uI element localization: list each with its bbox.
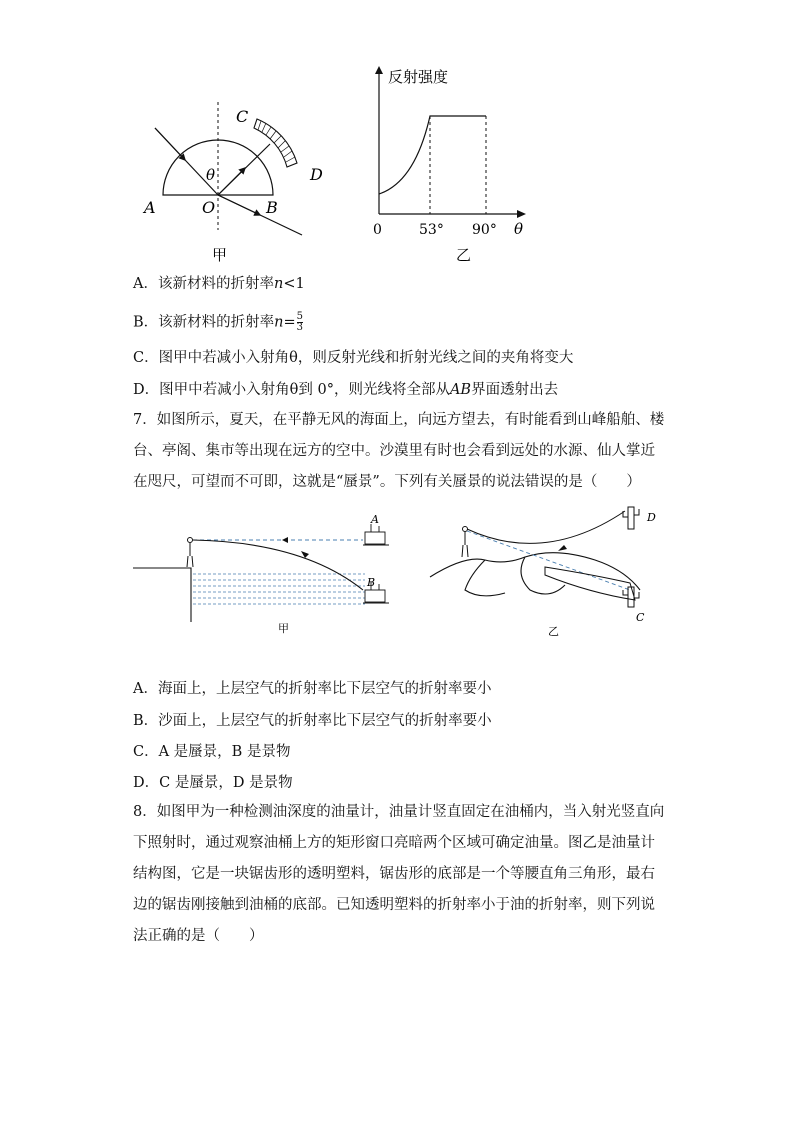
caption-jia: 甲 — [212, 246, 228, 264]
option-a-text: A．该新材料的折射率 — [133, 276, 274, 292]
ship-image-a — [363, 524, 389, 545]
tick-53: 53° — [419, 222, 444, 238]
label-A: A — [144, 198, 156, 217]
label-c: C — [636, 611, 645, 624]
figure-sea-mirage — [133, 510, 398, 640]
caption-q7-yi: 乙 — [548, 625, 559, 638]
option-d-ab: AB — [449, 382, 472, 398]
desert-sight-line — [467, 531, 630, 590]
option-b-text: B．该新材料的折射率 — [133, 314, 275, 331]
cactus-d — [623, 507, 639, 529]
y-axis-label: 反射强度 — [388, 68, 449, 86]
label-ship-b: B — [367, 576, 376, 589]
cliff — [133, 568, 191, 622]
q7-stem: 7．如图所示，夏天，在平静无风的海面上，向远方望去，有时能看到山峰船舶、楼台、亭阁、集市等出现在远方的空中。沙漠里有时也会看到远处的水源、仙人掌近在咫尺，可望而不可即，这就是“蜃景”。下列有关蜃景的说法错误的是（ ） — [133, 412, 665, 490]
caption-q7-jia: 甲 — [278, 622, 289, 635]
option-a-rel: <1 — [283, 276, 305, 292]
tick-90: 90° — [472, 222, 497, 238]
q8-stem: 8．如图甲为一种检测油深度的油量计，油量计竖直固定在油桶内，当入射光竖直向下照射时，通过观察油桶上方的矩形窗口亮暗两个区域可确定油量。图乙是油量计结构图，它是一块锯齿形的透明塑料，锯齿形的底部是一个等腰直角三角形，最右边的锯齿刚接触到油桶的底部。已知透明塑料的折射率小于油的折射率，则下列说法正确的是（ ） — [133, 804, 665, 944]
label-O: O — [202, 198, 216, 217]
label-C: C — [236, 107, 249, 126]
air-layers — [193, 574, 365, 604]
option-a-n: n — [273, 276, 284, 292]
intensity-curve — [379, 116, 486, 194]
caption-yi: 乙 — [456, 246, 472, 264]
option-d-pre: D．图甲中若减小入射角θ到 0°，则光线将全部从 — [133, 382, 450, 398]
observer-person — [187, 538, 193, 568]
q6-option-d — [133, 380, 558, 400]
q7-option-a: A．海面上，上层空气的折射率比下层空气的折射率要小 — [133, 681, 492, 697]
label-B: B — [266, 198, 278, 217]
label-ship-a: A — [371, 513, 379, 526]
q7-option-c: C．A 是蜃景，B 是景物 — [133, 744, 291, 760]
x-axis-label: θ — [514, 220, 524, 238]
option-d-post: 界面透射出去 — [471, 382, 559, 398]
q7-option-d: D．C 是蜃景，D 是景物 — [133, 775, 293, 791]
figure-yi-graph — [360, 62, 540, 267]
fraction-denominator: 3 — [296, 322, 304, 333]
figure-jia-semicircle — [130, 100, 323, 270]
curve-ray-d — [467, 511, 625, 543]
cactus-c — [623, 587, 639, 607]
curved-ray — [193, 540, 363, 590]
q6-option-b — [133, 312, 303, 333]
label-d: D — [647, 511, 656, 524]
beam-to-c — [545, 567, 635, 600]
label-theta: θ — [206, 166, 216, 184]
option-b-n: n — [274, 314, 284, 331]
q6-option-c: C．图甲中若减小入射角θ，则反射光线和折射光线之间的夹角将变大 — [133, 350, 574, 366]
q6-option-a — [133, 274, 305, 294]
fraction-numerator: 5 — [296, 311, 304, 322]
label-D: D — [310, 165, 323, 184]
option-b-fraction — [297, 312, 303, 333]
sand-dunes — [430, 553, 640, 596]
figure-desert-mirage — [425, 505, 670, 640]
option-b-eq: = — [283, 314, 296, 331]
origin-label: 0 — [373, 222, 382, 238]
q7-option-b: B．沙面上，上层空气的折射率比下层空气的折射率要小 — [133, 713, 492, 729]
